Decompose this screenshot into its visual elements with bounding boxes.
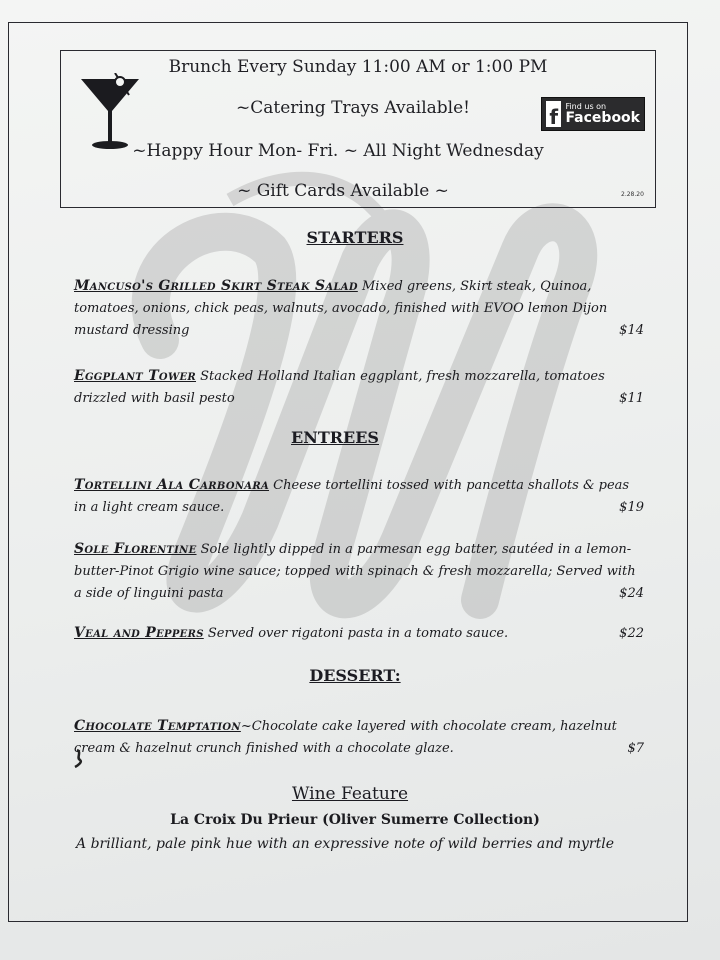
happy-hour-line: ~Happy Hour Mon- Fri. ~ All Night Wednesday — [132, 141, 544, 161]
item-description: Cheese tortellini tossed with pancetta shallots & peas in a light cream sauce. — [74, 478, 630, 515]
entrees-heading: ENTREES — [291, 428, 379, 447]
menu-item-sole-florentine — [74, 538, 644, 605]
item-price: $14 — [619, 323, 644, 338]
item-price: $22 — [619, 626, 644, 641]
facebook-badge[interactable] — [541, 97, 645, 131]
dessert-heading: DESSERT: — [309, 666, 401, 685]
menu-item-chocolate-temptation — [74, 715, 644, 760]
menu-item-tortellini — [74, 474, 644, 519]
item-description: Stacked Holland Italian eggplant, fresh mozzarella, tomatoes drizzled with basil pesto — [74, 369, 605, 406]
facebook-big-text: Facebook — [565, 110, 640, 126]
wine-name: La Croix Du Prieur (Oliver Sumerre Collection) — [170, 812, 540, 828]
item-price: $11 — [619, 391, 644, 406]
item-name: Veal and Peppers — [74, 625, 204, 641]
starters-heading: STARTERS — [306, 228, 404, 247]
wine-feature-heading: Wine Feature — [291, 784, 409, 804]
menu-item-eggplant-tower — [74, 365, 644, 410]
header-box — [60, 50, 656, 208]
item-name: Mancuso's Grilled Skirt Steak Salad — [74, 278, 358, 294]
gift-cards-line: ~ Gift Cards Available ~ — [237, 181, 449, 201]
item-name: Eggplant Tower — [74, 368, 197, 384]
item-name: Tortellini Ala Carbonara — [74, 477, 270, 493]
item-description: Mixed greens, Skirt steak, Quinoa, tomatoes, onions, chick peas, walnuts, avocado, finished with EVOO lemon Dijon mustard dressing — [74, 279, 608, 338]
wine-description: A brilliant, pale pink hue with an expressive note of wild berries and myrtle — [76, 836, 614, 852]
item-price: $24 — [619, 586, 644, 601]
item-name: Chocolate Temptation — [74, 718, 241, 734]
facebook-icon: f — [546, 101, 561, 127]
brunch-line: Brunch Every Sunday 11:00 AM or 1:00 PM — [168, 57, 548, 77]
item-description: Sole lightly dipped in a parmesan egg batter, sautéed in a lemon-butter-Pinot Grigio wine sauce; topped with spinach & fresh mozzarella; Served with a side of linguini pasta — [74, 542, 636, 601]
item-description: Served over rigatoni pasta in a tomato sauce. — [207, 626, 509, 641]
menu-item-skirt-steak-salad — [74, 275, 644, 342]
facebook-small-text: Find us on — [565, 102, 607, 111]
item-price: $7 — [627, 741, 644, 756]
item-description: ~Chocolate cake layered with chocolate cream, hazelnut cream & hazelnut crunch finished with a chocolate glaze. — [74, 719, 617, 756]
item-name: Sole Florentine — [74, 541, 197, 557]
date-code: 2.28.20 — [621, 191, 644, 198]
pen-mark — [74, 748, 84, 768]
catering-line: ~Catering Trays Available! — [236, 98, 470, 118]
item-price: $19 — [619, 500, 644, 515]
menu-item-veal-peppers — [74, 622, 644, 645]
